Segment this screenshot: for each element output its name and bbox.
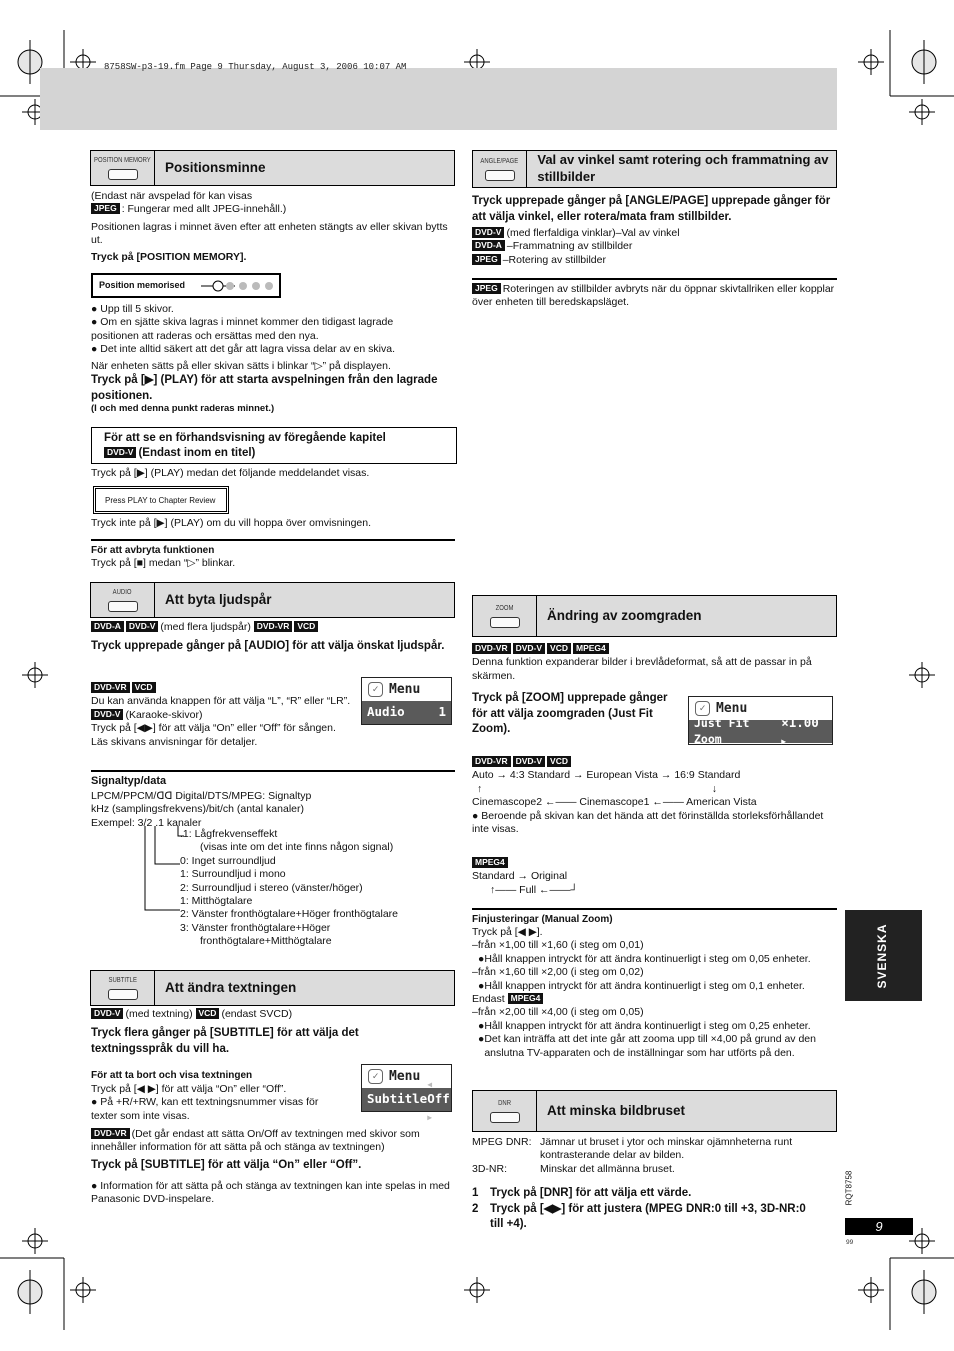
preview-header: För att se en förhandsvisning av föregående kapitel DVD-V (Endast inom en titel) xyxy=(91,427,457,464)
note: (I och med denna punkt raderas minnet.) xyxy=(91,403,275,414)
zoom-button-icon: ZOOM xyxy=(473,596,537,636)
dnr-steps: 1 Tryck på [DNR] för att välja ett värde. 2 Tryck på [◀▶] för att justera (MPEG DNR:0 till +3, 3D-NR:0 till +4). xyxy=(472,1187,806,1230)
angle-note: JPEG Roteringen av stillbilder avbryts när du öppnar skivtallriken eller kopplar över enheten till beredskapsläget. xyxy=(472,283,835,309)
document-code: RQT8758 xyxy=(844,1170,854,1206)
language-tab: SVENSKA xyxy=(845,910,922,1001)
display-position-memorised: Position memorised xyxy=(91,273,281,298)
paragraph: Tryck inte på [▶] (PLAY) om du vill hoppa över omvisningen. xyxy=(91,517,372,529)
signal-heading: Signaltyp/data xyxy=(91,775,167,787)
file-info: 8758SW-p3-19.fm Page 9 Thursday, August 3, 2006 10:07 AM xyxy=(104,62,407,72)
dnr-definitions: MPEG DNR: Jämnar ut bruset i ytor och minskar ojämnheterna runt kontrasterande delar av bilden. 3D-NR: Minskar det allmänna bruset. xyxy=(472,1136,793,1175)
zoom-header xyxy=(472,595,837,637)
audio-header xyxy=(90,582,455,618)
zoom-menu-display: ✓ Menu Just Fit Zoom ×1.00 ▶ xyxy=(688,696,833,745)
instruction: Tryck upprepade gånger på [AUDIO] för att välja önskat ljudspår. xyxy=(91,640,445,652)
instruction: Tryck på [ZOOM] upprepade gånger för att välja zoomgraden (Just Fit Zoom). xyxy=(472,692,668,735)
bullet-list: ● Upp till 5 skivor. ● Om en sjätte skiva lagras i minnet kommer den tidigast lagrade positionen att raderas och ersättas med den nya. ● Det inte alltid säkert att det går att lagra vissa delar av en skiva. xyxy=(91,303,395,356)
subtitle-button-icon: SUBTITLE xyxy=(91,971,155,1005)
audio-details: DVD-VR VCD Du kan använda knappen för att välja “L”, “R” eller “LR”. DVD-V (Karaoke-skivor) Tryck på [◀▶] för att välja “On” eller “Off” för sången. Läs skivans anvisningar för detaljer. xyxy=(91,682,351,748)
divider xyxy=(91,539,455,541)
display-chapter-review: Press PLAY to Chapter Review xyxy=(93,486,229,514)
disc-tags: DVD-A DVD-V (med flera ljudspår) DVD-VR VCD xyxy=(91,621,456,634)
angle-header xyxy=(472,150,837,188)
section-title: Ändring av zoomgraden xyxy=(547,608,702,624)
signal-legend: .1: Lågfrekvenseffekt (visas inte om det inte finns någon signal) 0: Inget surroundljud 1: Surroundljud i mono 2: Surroundljud i stereo (vänster/höger) 1: Mitthögtalare 2: Vänster fronthögtalare+Höger fronthögtalare 3: Vänster fronthögtalare+Höger fronthögtalare+Mitthögtalare xyxy=(180,828,399,948)
divider xyxy=(472,908,837,910)
subtitle-header xyxy=(90,970,455,1006)
section-title: Positionsminne xyxy=(165,160,266,176)
bullet: ● Information för att sätta på och stänga av textningen kan inte spelas in med Panasonic DVD-inspelare. xyxy=(91,1180,450,1206)
dnr-header xyxy=(472,1090,837,1132)
dnr-button-icon: DNR xyxy=(473,1091,537,1131)
cancel-heading: För att avbryta funktionen xyxy=(91,545,215,556)
signal-text: LPCM/PPCM/ᗡᗡ Digital/DTS/MPEG: Signaltyp kHz (samplingsfrekvens)/bit/ch (antal kanaler) Exempel: 3/2 .1 kanaler xyxy=(91,790,312,829)
instruction: Tryck på [POSITION MEMORY]. xyxy=(91,251,247,263)
mpeg4-sequence: MPEG4 Standard → Original ↑—— Full ←——┘ xyxy=(472,857,578,896)
subheading: För att ta bort och visa textningen xyxy=(91,1070,253,1081)
signal-diagram-lines xyxy=(140,826,185,916)
page-number: 9 xyxy=(845,1218,913,1235)
paragraph: Tryck på [▶] (PLAY) medan det följande meddelandet visas. xyxy=(91,467,370,479)
paragraph: DVD-VR (Det går endast att sätta On/Off av textningen med skivor som innehåller information för att sätta på och stänga av textningen) xyxy=(91,1128,420,1154)
instruction: Tryck flera gånger på [SUBTITLE] för att välja det textningsspråk du vill ha. xyxy=(91,1027,359,1055)
header-band xyxy=(40,68,837,130)
disc-tags: DVD-V (med textning) VCD (endast SVCD) xyxy=(91,1008,456,1021)
paragraph: När enheten sätts på eller skivan sätts i blinkar “▷” på displayen. xyxy=(91,360,391,372)
subtitle-text: Tryck på [◀ ▶] för att välja “On” eller “Off”. ● På +R/+RW, kan ett textningsnummer visas för texter som inte visas. xyxy=(91,1083,319,1122)
position-memory-header xyxy=(90,150,455,186)
section-title: Att minska bildbruset xyxy=(547,1103,686,1119)
instruction: Tryck upprepade gånger på [ANGLE/PAGE] upprepade gånger för att välja vinkel, eller rotera/mata fram stillbilder. xyxy=(472,195,831,223)
position-memory-note: (Endast när avspelad för kan visas JPEG : Fungerar med allt JPEG-innehåll.) xyxy=(91,190,287,216)
zoom-intro: DVD-VR DVD-V VCD MPEG4 Denna funktion expanderar bilder i brevlådeformat, så att de passar in på skärmen. xyxy=(472,643,812,682)
menu-icon: ✓ xyxy=(695,701,710,716)
angle-page-button-icon: ANGLE/PAGE xyxy=(473,151,527,187)
section-title: Att byta ljudspår xyxy=(165,592,272,608)
instruction: Tryck på [SUBTITLE] för att välja “On” eller “Off”. xyxy=(91,1159,362,1171)
zoom-sequence: DVD-VR DVD-V VCD Auto → 4:3 Standard → European Vista → 16:9 Standard ↑ ↓ Cinemascope2 ←—— Cinemascope1 ←—— American Vista ● Beroende på skivan kan det hända att det förinställda storleksförhållandet inte visas. xyxy=(472,756,824,836)
subtitle-menu-display: ✓ Menu Subtitle ◀ Off ▶ xyxy=(361,1064,452,1112)
instruction: Tryck på [▶] (PLAY) för att starta avspelningen från den lagrade positionen. xyxy=(91,374,438,402)
cancel-text: Tryck på [■] medan “▷” blinkar. xyxy=(91,557,236,569)
position-memory-button-icon: POSITION MEMORY xyxy=(91,151,155,185)
audio-menu-display: ✓ Menu Audio 1 xyxy=(361,677,452,725)
menu-icon: ✓ xyxy=(368,1069,383,1084)
paragraph: Positionen lagras i minnet även efter att enheten stängts av eller skivan bytts ut. xyxy=(91,221,448,247)
divider xyxy=(91,770,455,772)
menu-icon: ✓ xyxy=(368,682,383,697)
section-title: Att ändra textningen xyxy=(165,980,297,996)
fine-heading: Finjusteringar (Manual Zoom) xyxy=(472,914,613,925)
section-title: Val av vinkel samt rotering och frammatning av stillbilder xyxy=(537,152,829,184)
small-number: 99 xyxy=(846,1239,854,1246)
divider xyxy=(472,278,837,280)
audio-button-icon: AUDIO xyxy=(91,583,155,617)
fine-list: Tryck på [◀ ▶]. –från ×1,00 till ×1,60 (i steg om 0,01) ●Håll knappen intryckt för att ändra kontinuerligt i steg om 0,05 enheter. –från ×1,60 till ×2,00 (i steg om 0,02) ●Håll knappen intryckt för att ändra kontinuerligt i steg om 0,1 enheter. Endast MPEG4 –från ×2,00 till ×4,00 (i steg om 0,05) ●Håll knappen intryckt för att ändra kontinuerligt i steg om 0,25 enheter. ● Det kan inträffa att det inte går att zooma upp till ×4,00 på grund av den anslutna TV-apparaten och de inställningar som har utförts på den. xyxy=(472,926,816,1059)
angle-list: DVD-V (med flerfaldiga vinklar)–Val av vinkel DVD-A –Frammatning av stillbilder JPEG –Rotering av stillbilder xyxy=(472,227,837,267)
